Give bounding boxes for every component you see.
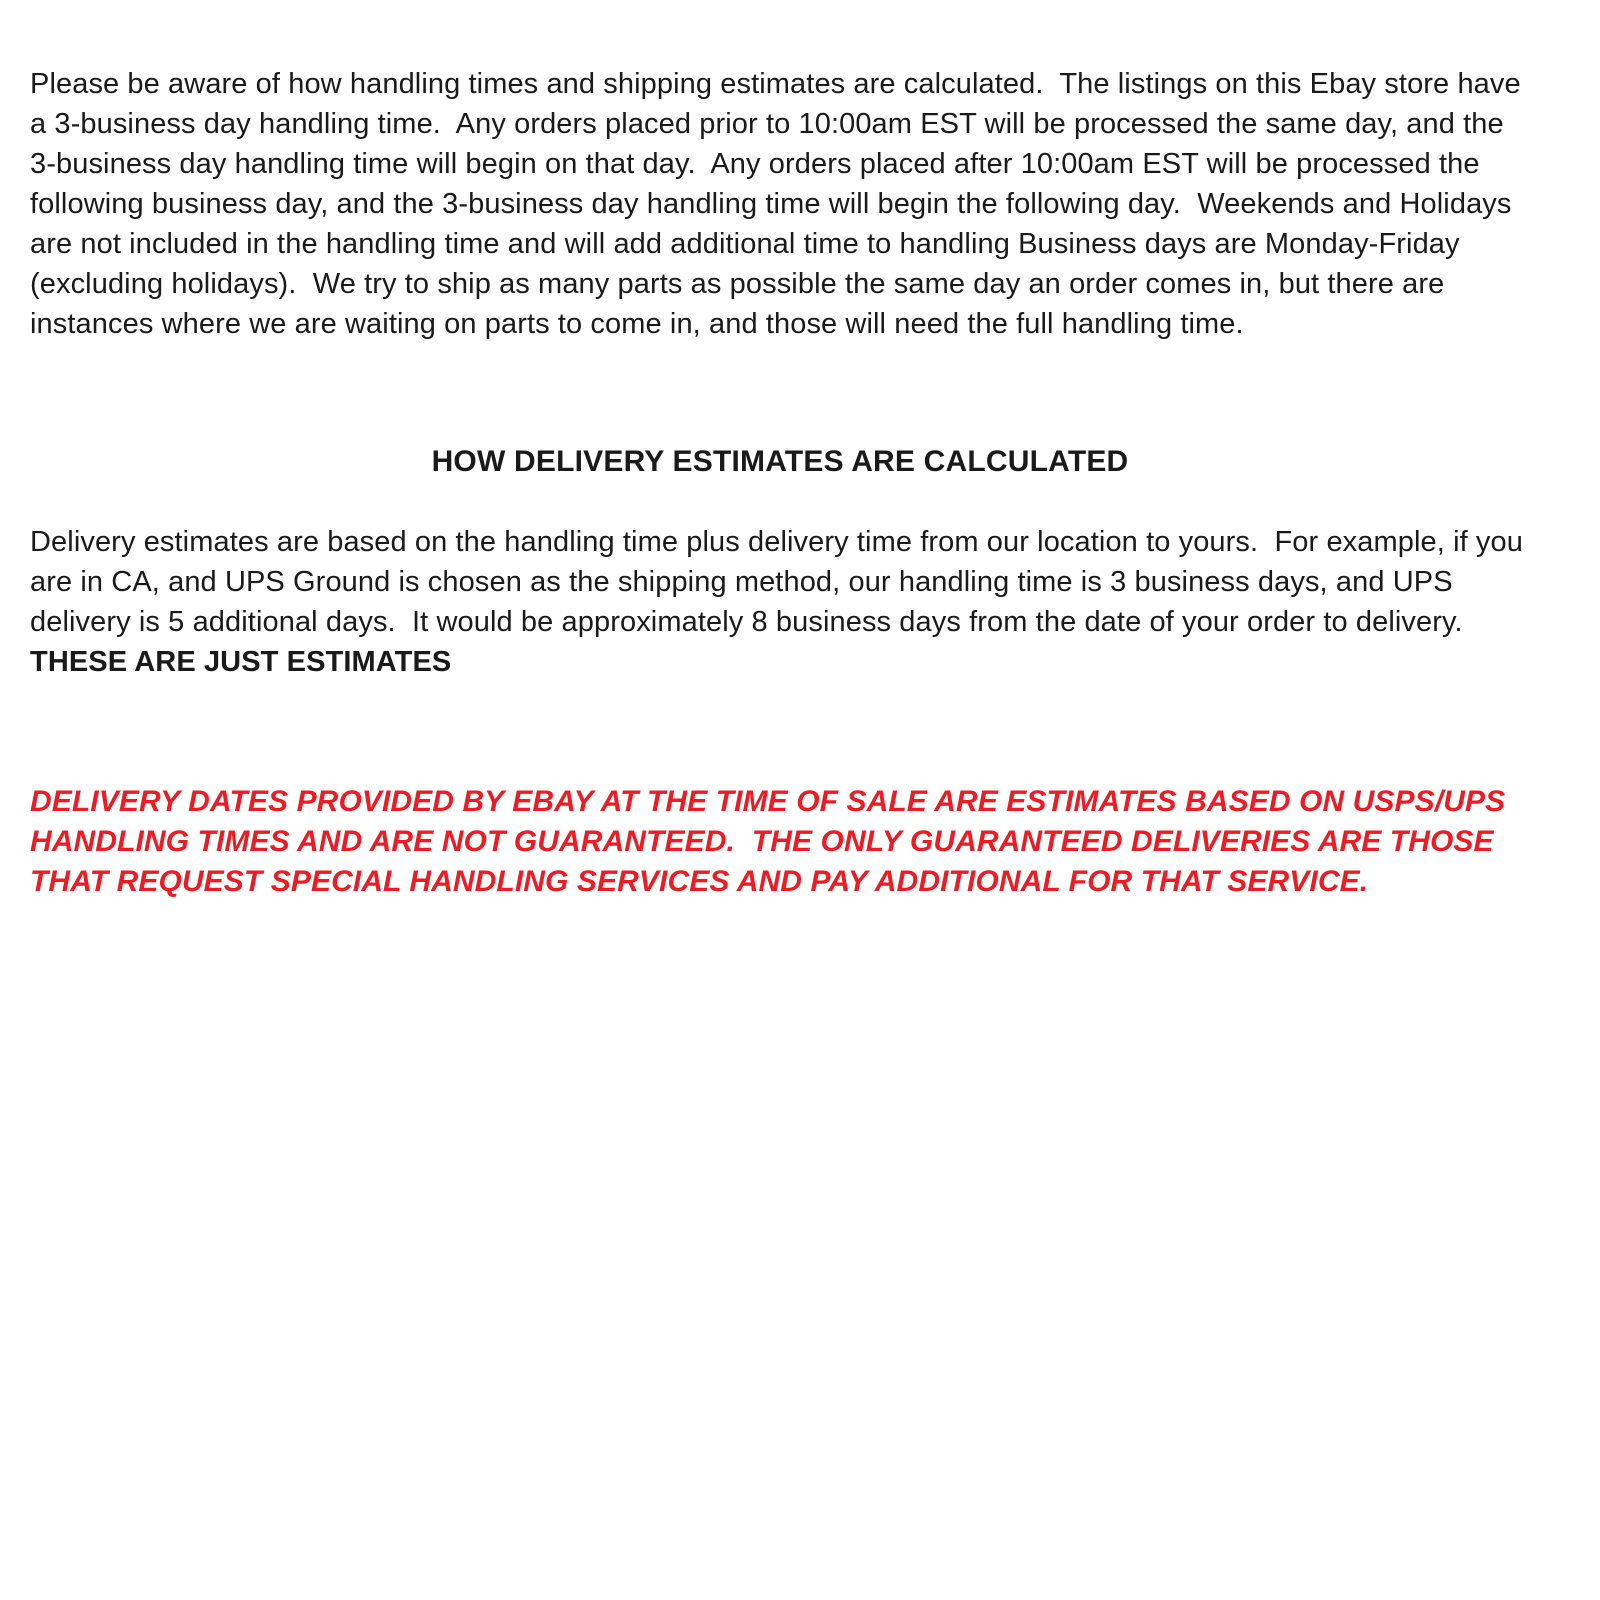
delivery-estimates-paragraph	[30, 522, 1530, 682]
estimates-bold-note: THESE ARE JUST ESTIMATES	[30, 646, 452, 678]
delivery-estimates-heading: HOW DELIVERY ESTIMATES ARE CALCULATED	[431, 445, 1129, 478]
delivery-estimates-text: Delivery estimates are based on the handling time plus delivery time from our location to yours. For example, if you are in CA, and UPS Ground is chosen as the shipping method, our handling time is 3 business days, and UPS delivery is 5 additional days. It would be approximately 8 business days from the date of your order to delivery.	[30, 526, 1532, 638]
delivery-warning-text: DELIVERY DATES PROVIDED BY EBAY AT THE TIME OF SALE ARE ESTIMATES BASED ON USPS/UPS HANDLING TIMES AND ARE NOT GUARANTEED. THE ONLY GUARANTEED DELIVERIES ARE THOSE THAT REQUEST SPECIAL HANDLING SERVICES AND PAY ADDITIONAL FOR THAT SERVICE.	[30, 785, 1514, 898]
handling-policy-paragraph: Please be aware of how handling times and shipping estimates are calculated. The listings on this Ebay store have a 3-business day handling time. Any orders placed prior to 10:00am EST will be processed the same day, and the 3-business day handling time will begin on that day. Any orders placed after 10:00am EST will be processed the following business day, and the 3-business day handling time will begin the following day. Weekends and Holidays are not included in the handling time and will add additional time to handling Business days are Monday-Friday (excluding holidays). We try to ship as many parts as possible the same day an order comes in, but there are instances where we are waiting on parts to come in, and those will need the full handling time.	[30, 68, 1529, 340]
